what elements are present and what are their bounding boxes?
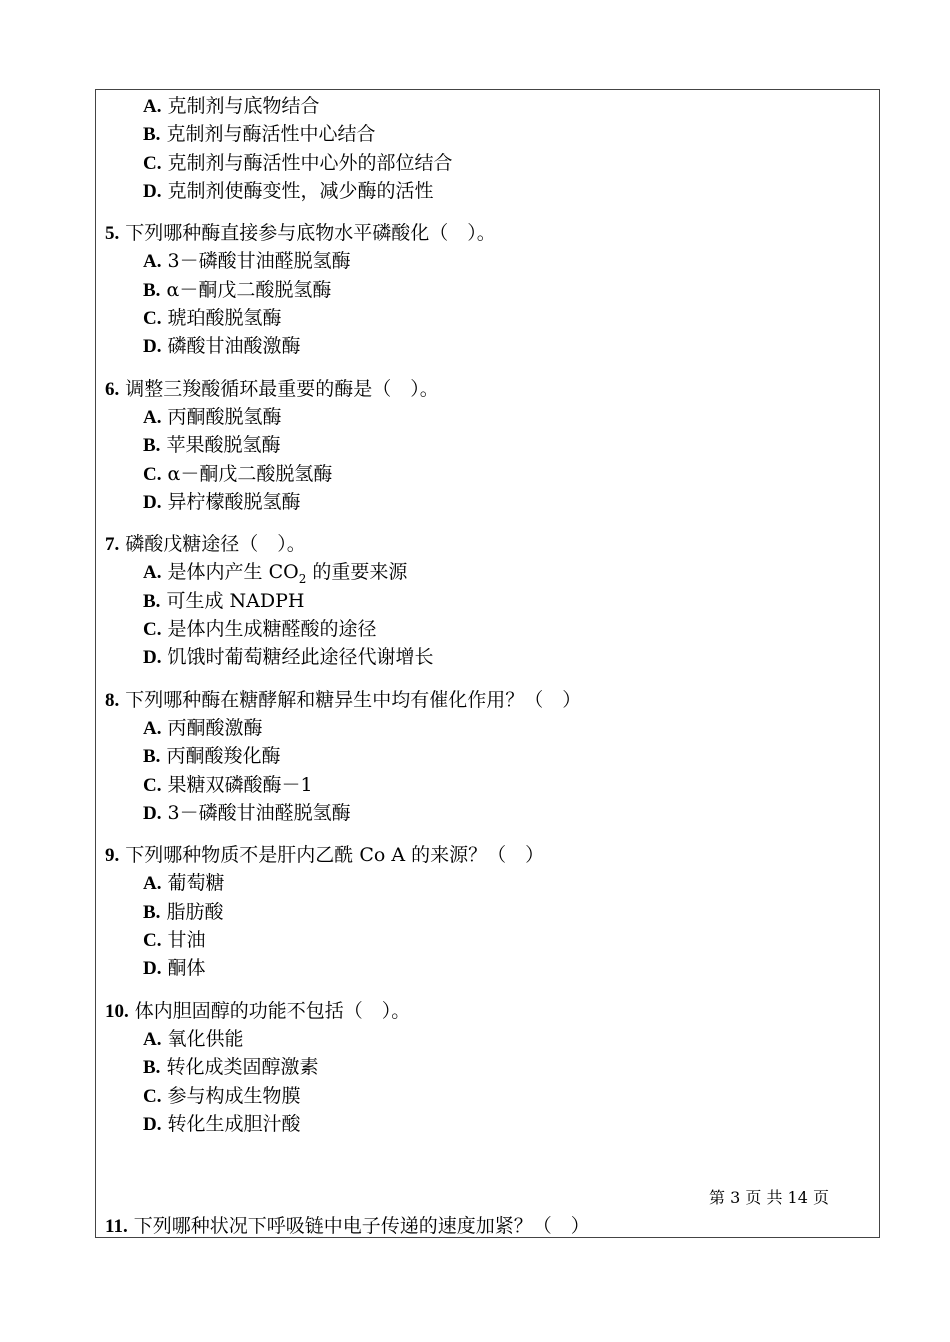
option-b: B. 丙酮酸羧化酶 [143, 745, 281, 768]
question-stem: 10. 体内胆固醇的功能不包括（ ）。 [105, 999, 411, 1022]
option-c: C. 克制剂与酶活性中心外的部位结合 [143, 151, 453, 174]
option-b: B. 脂肪酸 [143, 900, 224, 923]
question-9 [105, 841, 865, 982]
question-10 [105, 997, 865, 1138]
option-d: D. 异柠檬酸脱氢酶 [143, 490, 301, 513]
option-a: A. 丙酮酸激酶 [143, 716, 263, 739]
question-stem: 8. 下列哪种酶在糖酵解和糖异生中均有催化作用？（ ） [105, 688, 582, 711]
option-d: D. 饥饿时葡萄糖经此途径代谢增长 [143, 646, 434, 669]
question-8 [105, 686, 865, 827]
option-a: A. 氧化供能 [143, 1027, 244, 1050]
option-d: D. 酮体 [143, 957, 206, 980]
question-11: 11. 下列哪种状况下呼吸链中电子传递的速度加紧？（ ） [105, 1215, 590, 1237]
question-stem: 7. 磷酸戊糖途径（ ）。 [105, 533, 306, 556]
option-a: A. 葡萄糖 [143, 872, 225, 895]
option-b: B. 可生成 NADPH [143, 589, 305, 612]
question-4-options [105, 92, 865, 205]
option-a: A. 克制剂与底物结合 [143, 95, 320, 117]
option-b: B. 苹果酸脱氢酶 [143, 434, 281, 457]
option-c: C. 琥珀酸脱氢酶 [143, 307, 282, 330]
option-b: B. α－酮戊二酸脱氢酶 [143, 278, 332, 301]
exam-content [105, 92, 865, 1138]
option-c: C. 是体内生成糖醛酸的途径 [143, 618, 377, 641]
option-d: D. 克制剂使酶变性，减少酶的活性 [143, 179, 434, 202]
option-a: A. 是体内产生 $CO_2$ 的重要来源 [143, 561, 408, 587]
option-b: B. 转化成类固醇激素 [143, 1056, 319, 1079]
option-a: A. 丙酮酸脱氢酶 [143, 405, 282, 428]
option-d: D. 3－磷酸甘油醛脱氢酶 [143, 801, 351, 824]
question-7 [105, 530, 865, 671]
option-c: C. 甘油 [143, 929, 206, 952]
option-d: D. 磷酸甘油酸激酶 [143, 335, 301, 358]
question-stem: 5. 下列哪种酶直接参与底物水平磷酸化（ ）。 [105, 222, 496, 245]
option-d: D. 转化生成胆汁酸 [143, 1112, 301, 1135]
question-stem: 9. 下列哪种物质不是肝内乙酰 Co A 的来源？（ ） [105, 844, 545, 867]
option-b: B. 克制剂与酶活性中心结合 [143, 123, 376, 146]
question-stem: 6. 调整三羧酸循环最重要的酶是（ ）。 [105, 377, 439, 400]
option-c: C. 果糖双磷酸酶－1 [143, 773, 313, 796]
question-6 [105, 375, 865, 516]
question-5 [105, 219, 865, 360]
page-number: 第 3 页 共 14 页 [709, 1188, 829, 1207]
option-c: C. α－酮戊二酸脱氢酶 [143, 462, 333, 485]
option-c: C. 参与构成生物膜 [143, 1084, 301, 1107]
option-a: A. 3－磷酸甘油醛脱氢酶 [143, 250, 351, 273]
